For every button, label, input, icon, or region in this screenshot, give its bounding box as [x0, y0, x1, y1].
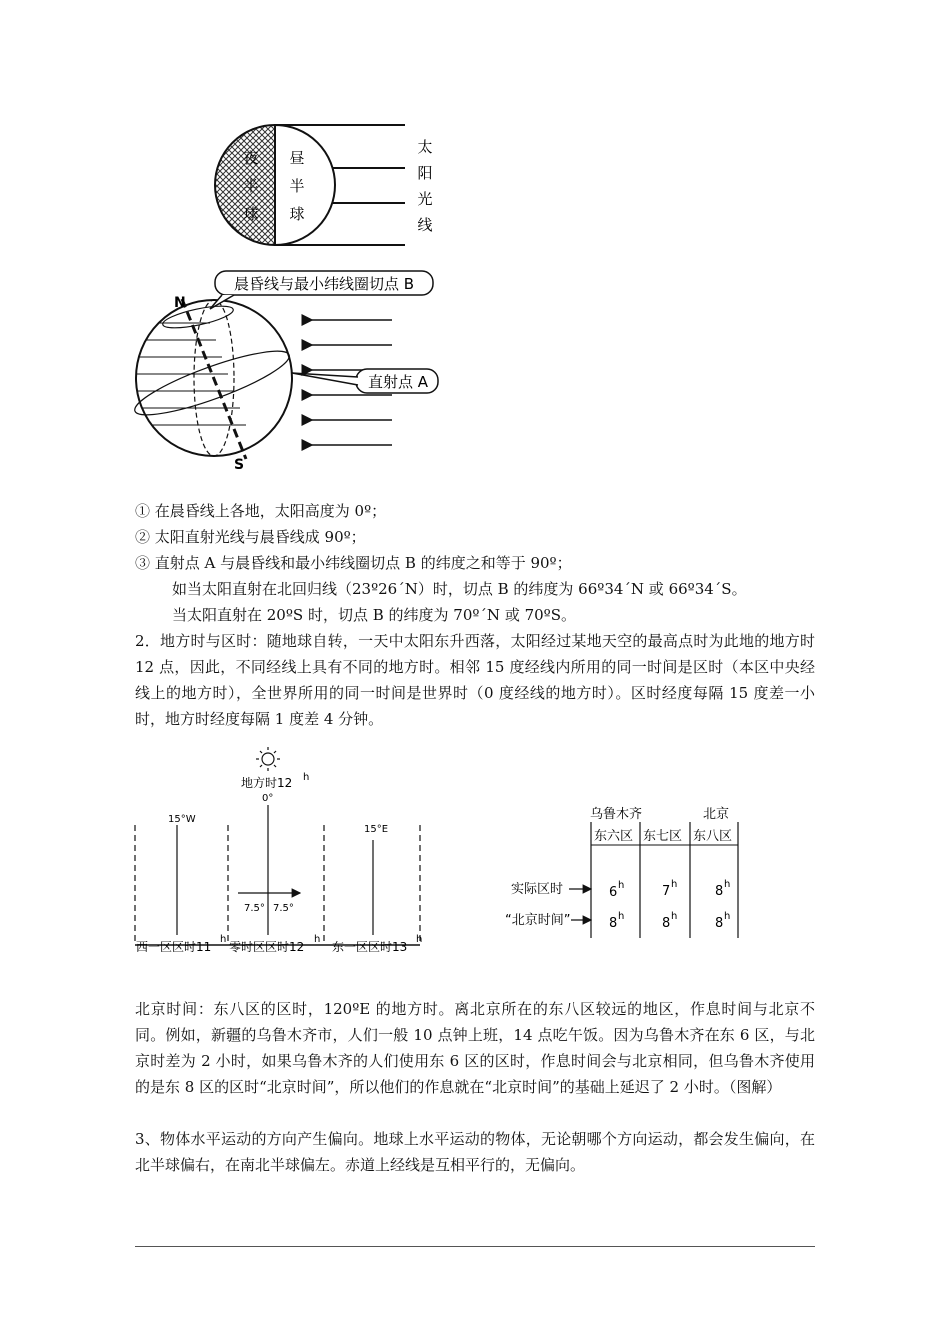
urumqi-beijing-time-table — [505, 800, 755, 945]
label-15w: 15°W — [168, 814, 196, 825]
bullet-2: ② 太阳直射光线与晨昏线成 90º； — [135, 528, 366, 546]
zone-label-0: 零时区区时12 — [229, 940, 305, 954]
day-label-2: 半 — [289, 177, 305, 195]
zone-east-6: 东六区 — [594, 829, 634, 844]
example-2: 当太阳直射在 20ºS 时，切点 B 的纬度为 70º´N 或 70ºS。 — [172, 606, 576, 624]
bullet-3: ③ 直射点 A 与晨昏线和最小纬线圈切点 B 的纬度之和等于 90º； — [135, 554, 572, 572]
day-label-1: 昼 — [289, 149, 305, 167]
beijing-sup-e6: h — [618, 911, 625, 922]
sun-icon — [256, 747, 280, 771]
zone-label-e1: 东一区区时13 — [332, 940, 408, 954]
zone-label-w1: 西一区区时11 — [136, 940, 212, 954]
day-label-3: 球 — [289, 205, 305, 223]
sun-label-4: 线 — [417, 216, 433, 234]
beijing-time-paragraph: 北京时间：东八区的区时，120ºE 的地方时。离北京所在的东八区较远的地区，作息时间与北京不同。例如，新疆的乌鲁木齐市，人们一般 10 点钟上班，14 点吃午饭。因为乌鲁木齐在东 6 区，与北京时差为 2 小时，如果乌鲁木齐的人们使用东 6 区的区时，作息时间会与北京相同，但乌鲁木齐使用的是东 8 区的区时“北京时间”，所以他们的作息就在“北京时间”的基础上延迟了 2 小时。（图解） — [135, 1000, 815, 1096]
row-beijing-label: “北京时间” — [505, 913, 571, 928]
zone-east-8: 东八区 — [693, 829, 733, 844]
zone-sup-0: h — [314, 934, 321, 945]
zone-sup-e1: h — [416, 934, 423, 945]
night-label-3: 球 — [243, 205, 259, 223]
day-night-hemisphere-diagram — [205, 120, 445, 255]
example-1: 如当太阳直射在北回归线（23º26´N）时，切点 B 的纬度为 66º34´N 或 66º34´S。 — [172, 580, 747, 598]
half-zone-left: 7.5° — [244, 903, 265, 914]
section-3-paragraph: 3、物体水平运动的方向产生偏向。地球上水平运动的物体，无论朝哪个方向运动，都会发生偏向，在北半球偏右，在南北半球偏左。赤道上经线是互相平行的，无偏向。 — [135, 1130, 815, 1174]
actual-sup-e6: h — [618, 880, 625, 891]
actual-hour-e8: 8 — [715, 884, 724, 899]
south-label: S — [234, 457, 245, 473]
section-2-paragraph: 2．地方时与区时：随地球自转，一天中太阳东升西落，太阳经过某地天空的最高点时为此地的地方时 12 点，因此，不同经线上具有不同的地方时。相邻 15 度经线内所用的同一时间是区时（本区中央经线上的地方时），全世界所用的同一时间是世界时（0 度经线的地方时）。区时经度每隔 15 度差一小时，地方时经度每隔 1 度差 4 分钟。 — [135, 632, 815, 728]
zero-meridian-label: 0° — [262, 793, 274, 804]
row-actual-label: 实际区时 — [511, 882, 564, 897]
actual-hour-e7: 7 — [662, 884, 671, 899]
bullet-1: ① 在晨昏线上各地，太阳高度为 0º； — [135, 502, 387, 520]
half-zone-right: 7.5° — [273, 903, 294, 914]
zone-sup-w1: h — [220, 934, 227, 945]
night-label-2: 半 — [243, 177, 259, 195]
sun-label-1: 太 — [417, 138, 433, 156]
actual-hour-e6: 6 — [609, 885, 618, 900]
north-label: N — [174, 295, 186, 311]
sun-label-2: 阳 — [417, 164, 433, 182]
city-beijing: 北京 — [703, 807, 730, 822]
callout-point-b: 晨昏线与最小纬线圈切点 B — [233, 275, 415, 293]
local-time-sup: h — [303, 772, 310, 783]
actual-sup-e8: h — [724, 879, 731, 890]
city-urumqi: 乌鲁木齐 — [590, 807, 643, 822]
label-15e: 15°E — [364, 824, 389, 835]
beijing-sup-e8: h — [724, 911, 731, 922]
night-label-1: 夜 — [243, 149, 259, 167]
day-hemisphere — [275, 125, 335, 245]
footer-rule — [135, 1246, 815, 1247]
terminator-subsolar-diagram — [130, 265, 450, 475]
callout-point-a: 直射点 A — [367, 373, 429, 391]
sun-label-3: 光 — [417, 190, 433, 208]
zone-east-7: 东七区 — [643, 829, 683, 844]
beijing-hour-e7: 8 — [662, 916, 671, 931]
local-time-zone-diagram — [130, 745, 435, 960]
local-time-label: 地方时12 — [241, 776, 293, 790]
beijing-sup-e7: h — [671, 911, 678, 922]
beijing-hour-e6: 8 — [609, 916, 618, 931]
actual-sup-e7: h — [671, 879, 678, 890]
beijing-hour-e8: 8 — [715, 916, 724, 931]
